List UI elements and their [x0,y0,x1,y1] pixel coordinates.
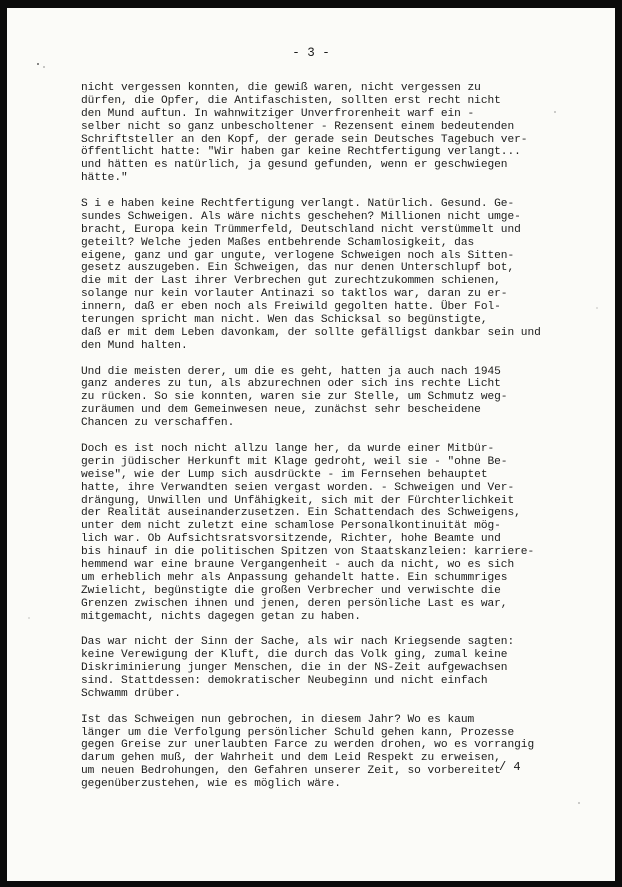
text-line: darum gehen muß, der Wahrheit und dem Leid Respekt zu erweisen, [81,752,501,765]
document-page [7,8,615,881]
text-line: nicht vergessen konnten, die gewiß waren, nicht vergessen zu [81,82,481,94]
text-line: innern, daß er eben noch als Freiwild gegolten hatte. Über Fol- [81,301,501,314]
text-line: Das war nicht der Sinn der Sache, als wir nach Kriegsende sagten: [81,636,515,649]
text-line: S i e haben keine Rechtfertigung verlangt. Natürlich. Gesund. Ge- [81,198,515,211]
text-line: Schwamm drüber. [81,687,181,700]
text-line: Ist das Schweigen nun gebrochen, in diesem Jahr? Wo es kaum [81,713,475,726]
page-number: - 3 - [292,46,330,60]
text-line: Und die meisten derer, um die es geht, hatten ja auch nach 1945 [81,365,501,378]
text-line: sind. Stattdessen: demokratischer Neubeginn und nicht einfach [81,674,488,687]
text-line: hätte." [81,172,128,185]
text-line: daß er mit dem Leben davonkam, der sollte gefälligst dankbar sein und [81,326,541,339]
text-line: eigene, ganz und gar ungute, verlogene Schweigen noch als Sitten- [81,249,515,262]
paragraph [81,636,609,700]
text-line: hatte, ihre Verwandten seien vergast worden. - Schweigen und Ver- [81,481,515,494]
paragraph [81,366,609,430]
text-line: den Mund auftun. In wahnwitziger Unverfrorenheit warf ein - [81,107,475,120]
text-line: um erheblich mehr als Anpassung gehandelt hatte. Ein schummriges [81,571,508,584]
text-line: bracht, Europa kein Trümmerfeld, Deutschland nicht verstümmelt und [81,223,521,236]
text-line: hemmend war eine braune Vergangenheit - auch da nicht, wo es sich [81,558,515,571]
text-line: den Mund halten. [81,339,188,352]
text-line: gerin jüdischer Herkunft mit Klage gedroht, weil sie - "ohne Be- [81,455,508,468]
document-body [81,82,609,804]
paragraph [81,198,609,353]
text-line: ganz anderes zu tun, als abzurechnen oder sich ins rechte Licht [81,378,501,391]
text-line: mitgemacht, nichts dagegen getan zu haben. [81,610,361,623]
text-line: weise", wie der Lump sich ausdrückte - im Fernsehen behauptet [81,468,488,481]
text-line: terungen spricht man nicht. Wen das Schicksal so begünstigte, [81,314,488,327]
text-line: zu rücken. So sie konnten, waren sie zur Stelle, um Schmutz weg- [81,391,508,404]
text-line: um neuen Bedrohungen, den Gefahren unserer Zeit, so vorbereitet [81,765,501,778]
text-line: Doch es ist noch nicht allzu lange her, da wurde einer Mitbür- [81,442,495,455]
text-line: bis hinauf in die politischen Spitzen von Staatskanzleien: karriere- [81,546,535,559]
text-line: Zwielicht, begünstigte die großen Verbrecher und verwischte die [81,584,501,597]
text-line: sundes Schweigen. Als wäre nichts geschehen? Millionen nicht umge- [81,210,521,223]
paragraph [81,443,609,623]
text-line: öffentlicht hatte: "Wir haben gar keine Rechtfertigung verlangt... [81,146,521,159]
text-line: drängung, Unwillen und Unfähigkeit, sich mit der Fürchterlichkeit [81,494,515,507]
text-line: länger um die Verfolgung persönlicher Schuld gehen kann, Prozesse [81,726,515,739]
text-line: selber nicht so ganz unbescholtener - Rezensent einem bedeutenden [81,120,515,133]
text-line: zuräumen und dem Gemeinwesen neue, zunächst sehr bescheidene [81,404,481,417]
text-line: lich war. Ob Aufsichtsratsvorsitzende, Richter, hohe Beamte und [81,533,501,546]
text-line: Diskriminierung junger Menschen, die in der NS-Zeit aufgewachsen [81,662,508,675]
text-line: der Realität auseinanderzusetzen. Ein Schattendach des Schweigens, [81,507,521,520]
continuation-marker: / 4 [499,760,521,774]
text-line: gegenüberzustehen, wie es möglich wäre. [81,778,341,791]
text-line: geteilt? Welche jeden Maßes entbehrende Schamlosigkeit, das [81,236,475,249]
paragraph [81,82,609,185]
text-line: unter dem nicht zuletzt eine schamlose Personalkontinuität mög- [81,520,501,533]
text-line: Grenzen zwischen ihnen und jenen, deren persönliche Last es war, [81,597,508,610]
text-line: solange nur kein vorlauter Antinazi so taktlos war, daran zu er- [81,288,508,301]
text-line: und hätten es natürlich, ja gesund gefunden, wenn er geschwiegen [81,159,508,172]
text-line: Schriftsteller an den Kopf, der gerade sein Deutsches Tagebuch ver- [81,133,528,146]
text-line: dürfen, die Opfer, die Antifaschisten, sollten erst recht nicht [81,94,501,107]
text-line: die mit der Last ihrer Verbrechen gut zurechtzukommen schienen, [81,275,501,288]
text-line: gesetz auszugeben. Ein Schweigen, das nur denen Unterschlupf bot, [81,262,515,275]
text-line: keine Verewigung der Kluft, die durch das Volk ging, zumal keine [81,649,508,662]
text-line: Chancen zu verschaffen. [81,417,235,430]
paragraph [81,714,609,791]
text-line: gegen Greise zur unerlaubten Farce zu werden drohen, wo es vorrangig [81,739,535,752]
